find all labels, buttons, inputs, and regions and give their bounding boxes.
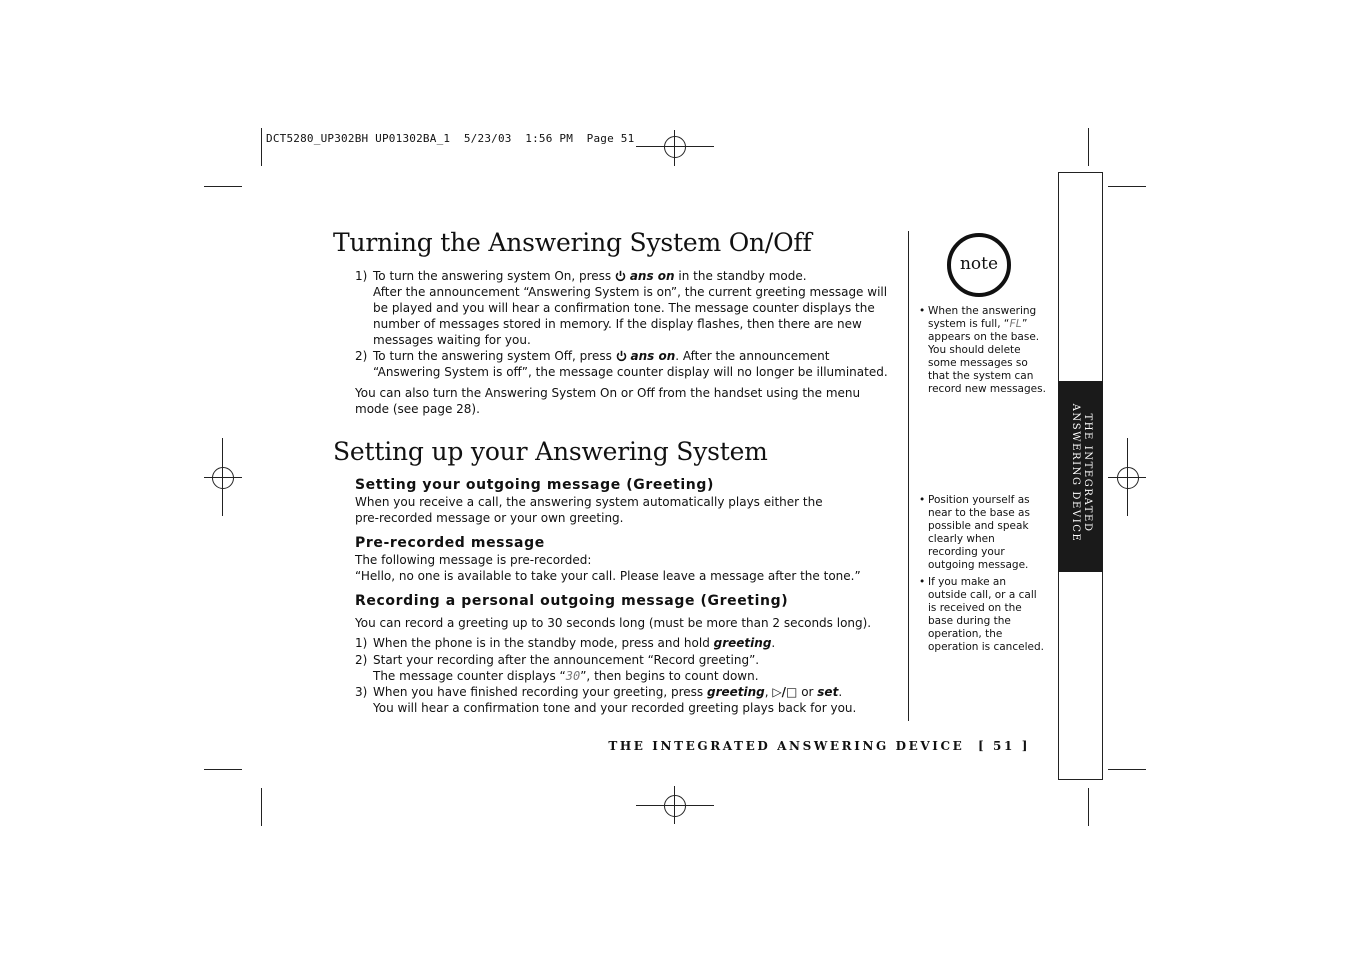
- key-ans-on: ans on: [630, 349, 676, 363]
- list-item: [355, 684, 367, 700]
- subheading-greeting: Setting your outgoing message (Greeting): [355, 477, 714, 493]
- list-item-text: To turn the answering system On, press ans on in the standby mode. After the announcement “Answering System is on”, the current greeting message will be played and you will hear a confirmation tone. The message counter displays the number of messages stored in memory. If the display flashes, then there are new messages waiting for you.: [373, 269, 888, 347]
- crop-mark: [261, 128, 262, 166]
- paragraph: When you receive a call, the answering system automatically plays either the pre-recorded message or your own greeting.: [355, 495, 823, 525]
- page-number: [ 51 ]: [977, 739, 1030, 753]
- list-item-text: When you have finished recording your greeting, press greeting, ▷/□ or set. You will hear a confirmation tone and your recorded greeting plays back for you.: [373, 685, 857, 715]
- subheading-prerecorded: Pre-recorded message: [355, 535, 545, 551]
- paragraph: You can also turn the Answering System On or Off from the handset using the menu mode (see page 28).: [355, 386, 861, 416]
- list-item-text: When the phone is in the standby mode, press and hold greeting.: [373, 636, 776, 650]
- crop-mark: [261, 788, 262, 826]
- crop-mark: [204, 186, 242, 187]
- key-set: set: [817, 685, 839, 699]
- section-title-on-off: Turning the Answering System On/Off: [333, 228, 812, 257]
- item-number: 2): [355, 349, 368, 363]
- paragraph: You can record a greeting up to 30 seconds long (must be more than 2 seconds long).: [355, 616, 872, 630]
- note-item: • Position yourself as near to the base as possible and speak clearly when recording your outgoing message.: [919, 494, 1030, 571]
- key-greeting: greeting: [713, 636, 772, 650]
- crop-mark: [1108, 769, 1146, 770]
- item-number: 3): [355, 685, 368, 699]
- play-stop-icon: ▷/□: [772, 685, 798, 699]
- key-greeting: greeting: [707, 685, 765, 699]
- lcd-display-fl: FL: [1009, 318, 1022, 330]
- item-number: 1): [355, 636, 368, 650]
- note-item: • When the answering system is full, “FL” appears on the base. You should delete some messages so that the system can record new messages.: [919, 305, 1046, 395]
- item-number: 2): [355, 653, 368, 667]
- list-item: [355, 652, 367, 668]
- list-item-text: Start your recording after the announcement “Record greeting”. The message counter displays “30”, then begins to count down.: [373, 653, 760, 683]
- power-icon: [615, 270, 626, 282]
- power-icon: [616, 350, 627, 362]
- crop-mark: [204, 769, 242, 770]
- column-divider: [908, 231, 909, 721]
- list-item: [355, 635, 367, 651]
- paragraph: The following message is pre-recorded: “Hello, no one is available to take your call. Please leave a message after the tone.”: [355, 553, 861, 583]
- note-icon: note: [947, 233, 1011, 297]
- item-number: 1): [355, 269, 368, 283]
- subheading-recording: Recording a personal outgoing message (Greeting): [355, 593, 789, 609]
- crop-mark: [1088, 128, 1089, 166]
- crop-mark: [1108, 186, 1146, 187]
- tab-line1: THE INTEGRATED: [1082, 413, 1093, 533]
- crop-mark: [1088, 788, 1089, 826]
- lcd-display-30: 30: [565, 669, 581, 683]
- print-slug: DCT5280_UP302BH UP01302BA_1 5/23/03 1:56 PM Page 51: [266, 132, 635, 145]
- footer-title: THE INTEGRATED ANSWERING DEVICE: [608, 739, 965, 753]
- list-item: [355, 268, 367, 284]
- tab-line2: ANSWERING DEVICE: [1070, 403, 1081, 543]
- list-item: [355, 348, 367, 364]
- chapter-tab: [1058, 381, 1103, 572]
- list-item-text: To turn the answering system Off, press ans on. After the announcement “Answering System is off”, the message counter display will no longer be illuminated.: [373, 349, 888, 379]
- page-footer: [600, 739, 1030, 753]
- section-title-setup: Setting up your Answering System: [333, 437, 768, 466]
- note-item: • If you make an outside call, or a call is received on the base during the operation, the operation is canceled.: [919, 576, 1044, 653]
- key-ans-on: ans on: [629, 269, 675, 283]
